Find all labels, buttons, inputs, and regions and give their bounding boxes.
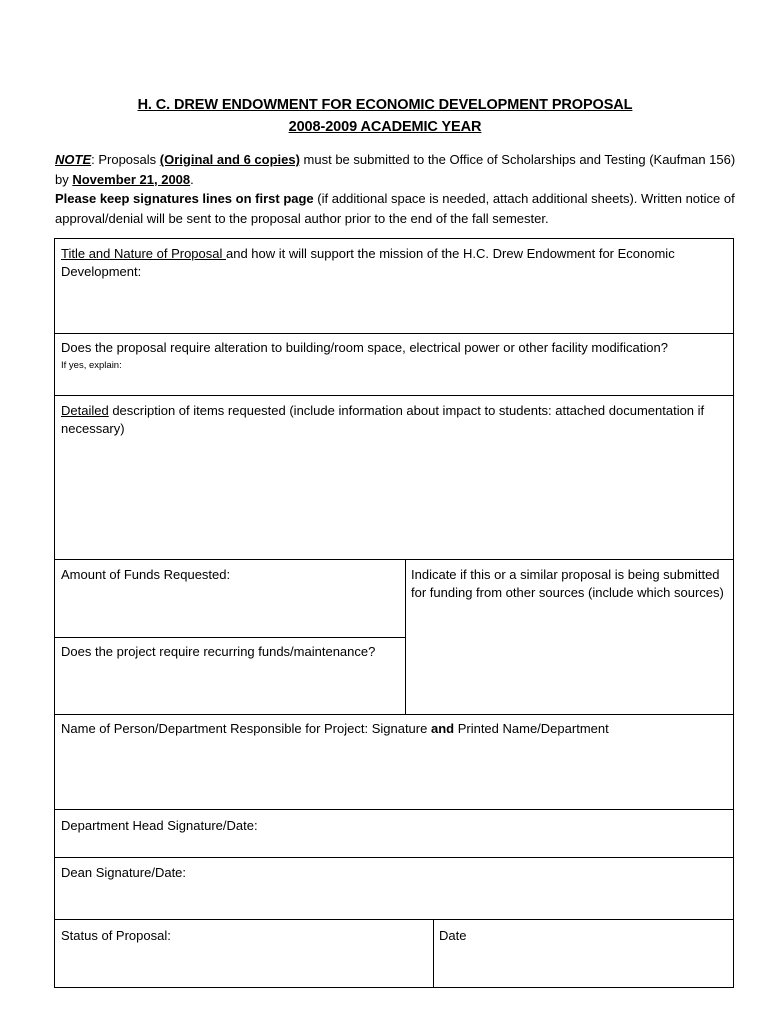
date-field[interactable]	[439, 927, 719, 945]
amount-funds-field[interactable]	[61, 566, 391, 584]
amount-funds-label: Amount of Funds Requested:	[61, 567, 231, 582]
note-copies: (Original and 6 copies)	[159, 152, 300, 167]
recurring-funds-field[interactable]	[61, 643, 391, 661]
column-divider	[433, 919, 434, 987]
status-field[interactable]	[61, 927, 421, 945]
note-label: NOTE	[55, 152, 92, 167]
detailed-label: Detailed	[61, 403, 109, 418]
status-label: Status of Proposal:	[61, 928, 171, 943]
alteration-explain-label: If yes, explain:	[61, 360, 122, 371]
note-text-3: .	[190, 171, 194, 187]
note-signatures: Please keep signatures lines on first page	[55, 191, 314, 206]
department-head-label: Department Head Signature/Date:	[61, 818, 258, 833]
detailed-text: description of items requested (include information about impact to students: attached documentation if necessary)	[61, 403, 705, 436]
row-divider	[55, 333, 733, 334]
row-divider	[55, 857, 733, 858]
note-text-4: (if additional space is needed, attach additional sheets). Written notice of approval/denial will be sent to the proposal author prior to the end of the fall semester.	[55, 191, 735, 226]
row-divider	[55, 559, 733, 560]
other-sources-field[interactable]	[411, 566, 729, 602]
row-divider	[55, 919, 733, 920]
academic-year-title: 2008-2009 ACADEMIC YEAR	[288, 119, 482, 135]
row-divider	[55, 637, 406, 638]
detailed-description-field[interactable]	[61, 402, 706, 438]
row-divider	[55, 395, 733, 396]
responsible-label-2: Printed Name/Department	[454, 721, 609, 736]
dean-label: Dean Signature/Date:	[61, 865, 187, 880]
alteration-field[interactable]	[61, 339, 721, 375]
department-head-signature-field[interactable]	[61, 817, 721, 835]
date-label: Date	[439, 928, 467, 943]
proposal-form-table	[54, 238, 734, 988]
submission-note	[55, 150, 745, 228]
responsible-person-field[interactable]	[61, 720, 721, 738]
note-text-2: must be submitted to the Office of Scholarships and Testing (Kaufman 156) by	[55, 152, 736, 187]
column-divider	[405, 559, 406, 714]
responsible-and: and	[430, 721, 455, 736]
document-title: H. C. DREW ENDOWMENT FOR ECONOMIC DEVELOPMENT PROPOSAL	[137, 97, 633, 113]
dean-signature-field[interactable]	[61, 864, 721, 882]
row-divider	[55, 809, 733, 810]
note-text-1: : Proposals	[91, 152, 160, 167]
title-nature-label: Title and Nature of Proposal	[61, 246, 226, 261]
title-nature-field[interactable]	[61, 245, 681, 281]
title-nature-text: and how it will support the mission of the H.C. Drew Endowment for Economic Development:	[61, 246, 675, 279]
alteration-question: Does the proposal require alteration to building/room space, electrical power or other facility modification?	[61, 340, 668, 355]
note-deadline: November 21, 2008	[72, 171, 191, 187]
row-divider	[55, 714, 733, 715]
other-sources-label: Indicate if this or a similar proposal is being submitted for funding from other sources (include which sources)	[411, 567, 724, 600]
recurring-funds-label: Does the project require recurring funds/maintenance?	[61, 644, 376, 659]
responsible-label-1: Name of Person/Department Responsible for Project: Signature	[61, 721, 431, 736]
